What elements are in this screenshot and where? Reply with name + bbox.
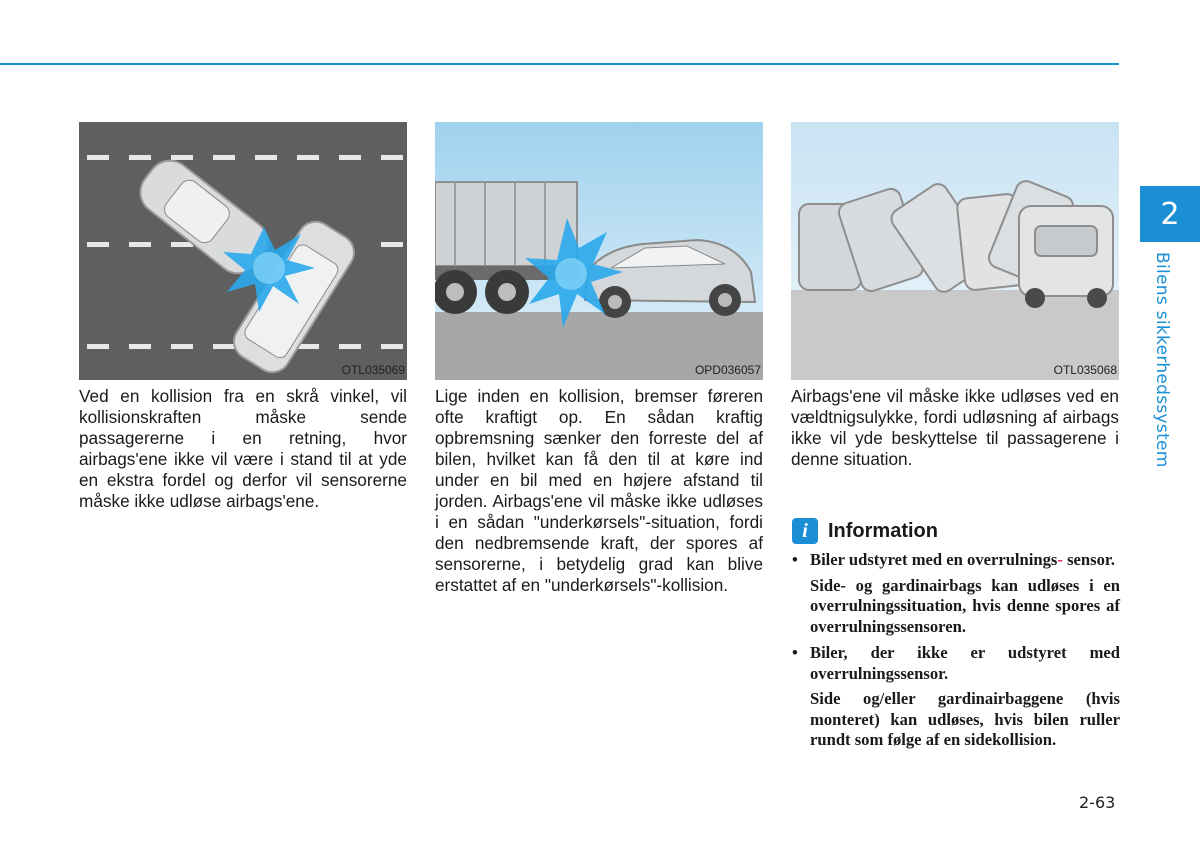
figure-underride-collision	[435, 122, 763, 380]
figure-code: OTL035068	[1053, 363, 1117, 377]
information-body	[792, 550, 1120, 751]
information-title: Information	[828, 519, 938, 542]
underride-collision-illustration	[435, 122, 763, 380]
rollover-illustration	[791, 122, 1119, 380]
figure-code: OTL035069	[341, 363, 405, 377]
chapter-title: Bilens sikkerhedssystem	[1152, 252, 1172, 468]
info-icon: i	[792, 518, 818, 544]
figure-rollover	[791, 122, 1119, 380]
top-rule	[0, 63, 1119, 65]
angled-collision-illustration	[79, 122, 407, 380]
info-bullet-lead: • Biler, der ikke er udstyret med overrulningssensor.	[792, 643, 1120, 684]
page-number: 2-63	[1079, 793, 1116, 812]
right-column-text: Airbags'ene vil måske ikke udløses ved en vældtnigsulykke, fordi udløsning af airbags ikke vil yde beskyttelse til passagerene i denne situation.	[791, 386, 1119, 469]
info-bullet-lead: • Biler udstyret med en overrulnings- sensor.	[792, 550, 1120, 571]
information-header	[792, 518, 938, 544]
chapter-number-tab: 2	[1140, 186, 1200, 242]
info-bullet-detail: Side- og gardinairbags kan udløses i en overrulningssituation, hvis denne spores af overrulningssensoren.	[810, 575, 1120, 636]
middle-column-text: Lige inden en kollision, bremser føreren ofte kraftigt op. En sådan kraftig opbremsning sænker den forreste del af bilen, hvilket kan få den til at køre ind under en bil med en højere afstand til jorden. Airbags'ene vil måske ikke udløses i en sådan "underkørsels"-situation, fordi den nedbremsende kraft, der spores af sensorerne, i betydelig grad kan blive erstattet af en "underkørsels"-kollision.	[435, 386, 763, 595]
info-bullet-detail: Side og/eller gardinairbaggene (hvis monteret) kan udløses, hvis bilen ruller rundt som følge af en sidekollision.	[810, 689, 1120, 749]
figure-angled-collision	[79, 122, 407, 380]
figure-code: OPD036057	[694, 363, 761, 377]
left-column-text: Ved en kollision fra en skrå vinkel, vil kollisionskraften måske sende passagererne i en retning, hvor airbags'ene ikke vil være i stand til at yde en ekstra fordel og derfor vil sensorerne måske ikke udløse airbags'ene.	[79, 386, 407, 511]
